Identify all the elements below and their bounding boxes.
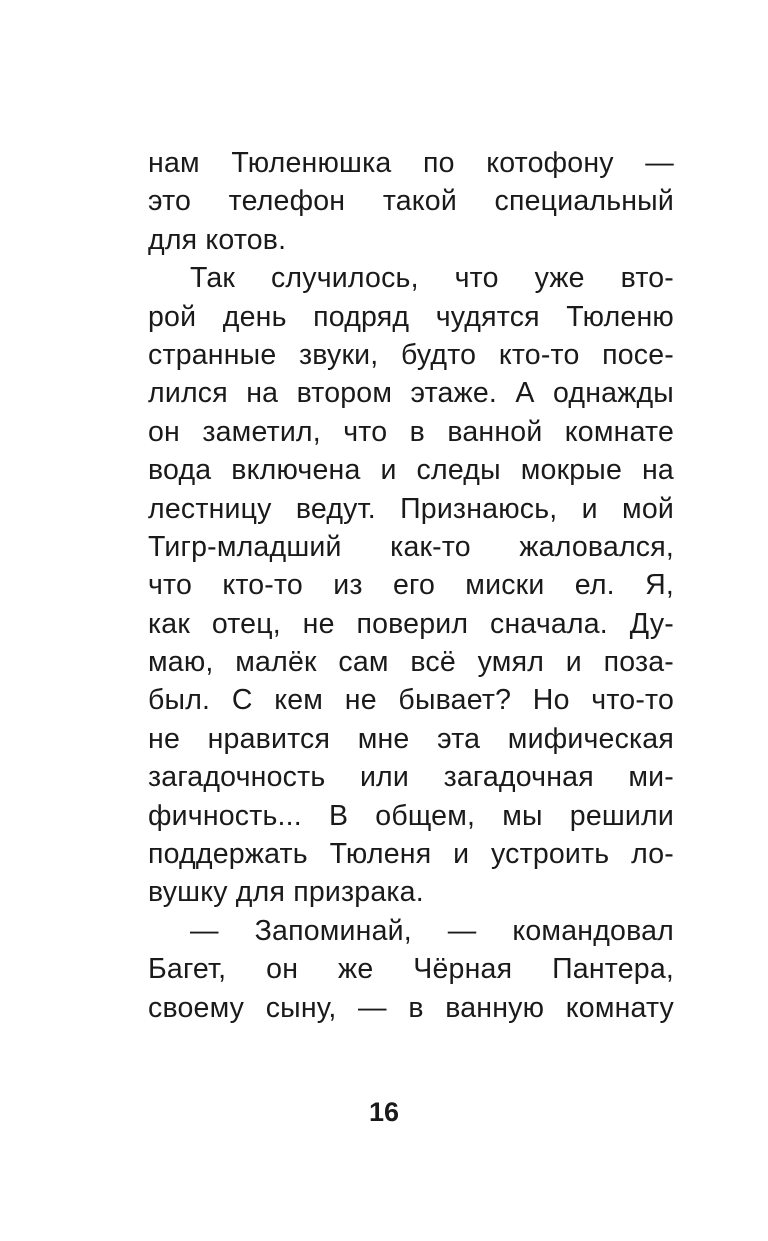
text-line: рой день подряд чудятся Тюленю xyxy=(148,300,674,333)
text-line: вушку для призрака. xyxy=(148,876,424,909)
text-line: лился на втором этаже. А однажды xyxy=(148,377,674,410)
text-line: загадочность или загадочная ми- xyxy=(148,761,674,794)
text-line: был. С кем не бывает? Но что-то xyxy=(148,684,674,717)
text-line: для котов. xyxy=(148,223,287,256)
page-number: 16 xyxy=(368,1097,400,1127)
text-line: странные звуки, будто кто-то посе- xyxy=(148,338,674,371)
text-line: что кто-то из его миски ел. Я, xyxy=(148,569,674,602)
text-line: это телефон такой специальный xyxy=(148,185,674,218)
text-line: маю, малёк сам всё умял и поза- xyxy=(148,646,674,679)
text-line: поддержать Тюленя и устроить ло- xyxy=(148,838,674,871)
text-line: Тигр-младший как-то жаловался, xyxy=(148,530,674,563)
text-line: Багет, он же Чёрная Пантера, xyxy=(148,953,674,986)
text-line: не нравится мне эта мифическая xyxy=(148,722,674,755)
body-text xyxy=(148,144,674,1027)
text-line: фичность... В общем, мы решили xyxy=(148,799,674,832)
text-line: вода включена и следы мокрые на xyxy=(148,454,674,487)
text-line: нам Тюленюшка по котофону — xyxy=(148,147,674,179)
text-line: — Запоминай, — командовал xyxy=(190,914,674,947)
text-line: как отец, не поверил сначала. Ду- xyxy=(148,607,674,640)
text-line: он заметил, что в ванной комнате xyxy=(148,415,674,448)
text-line: своему сыну, — в ванную комнату xyxy=(148,991,674,1024)
text-line: Так случилось, что уже вто- xyxy=(190,262,674,295)
text-line: лестницу ведут. Признаюсь, и мой xyxy=(148,492,674,525)
